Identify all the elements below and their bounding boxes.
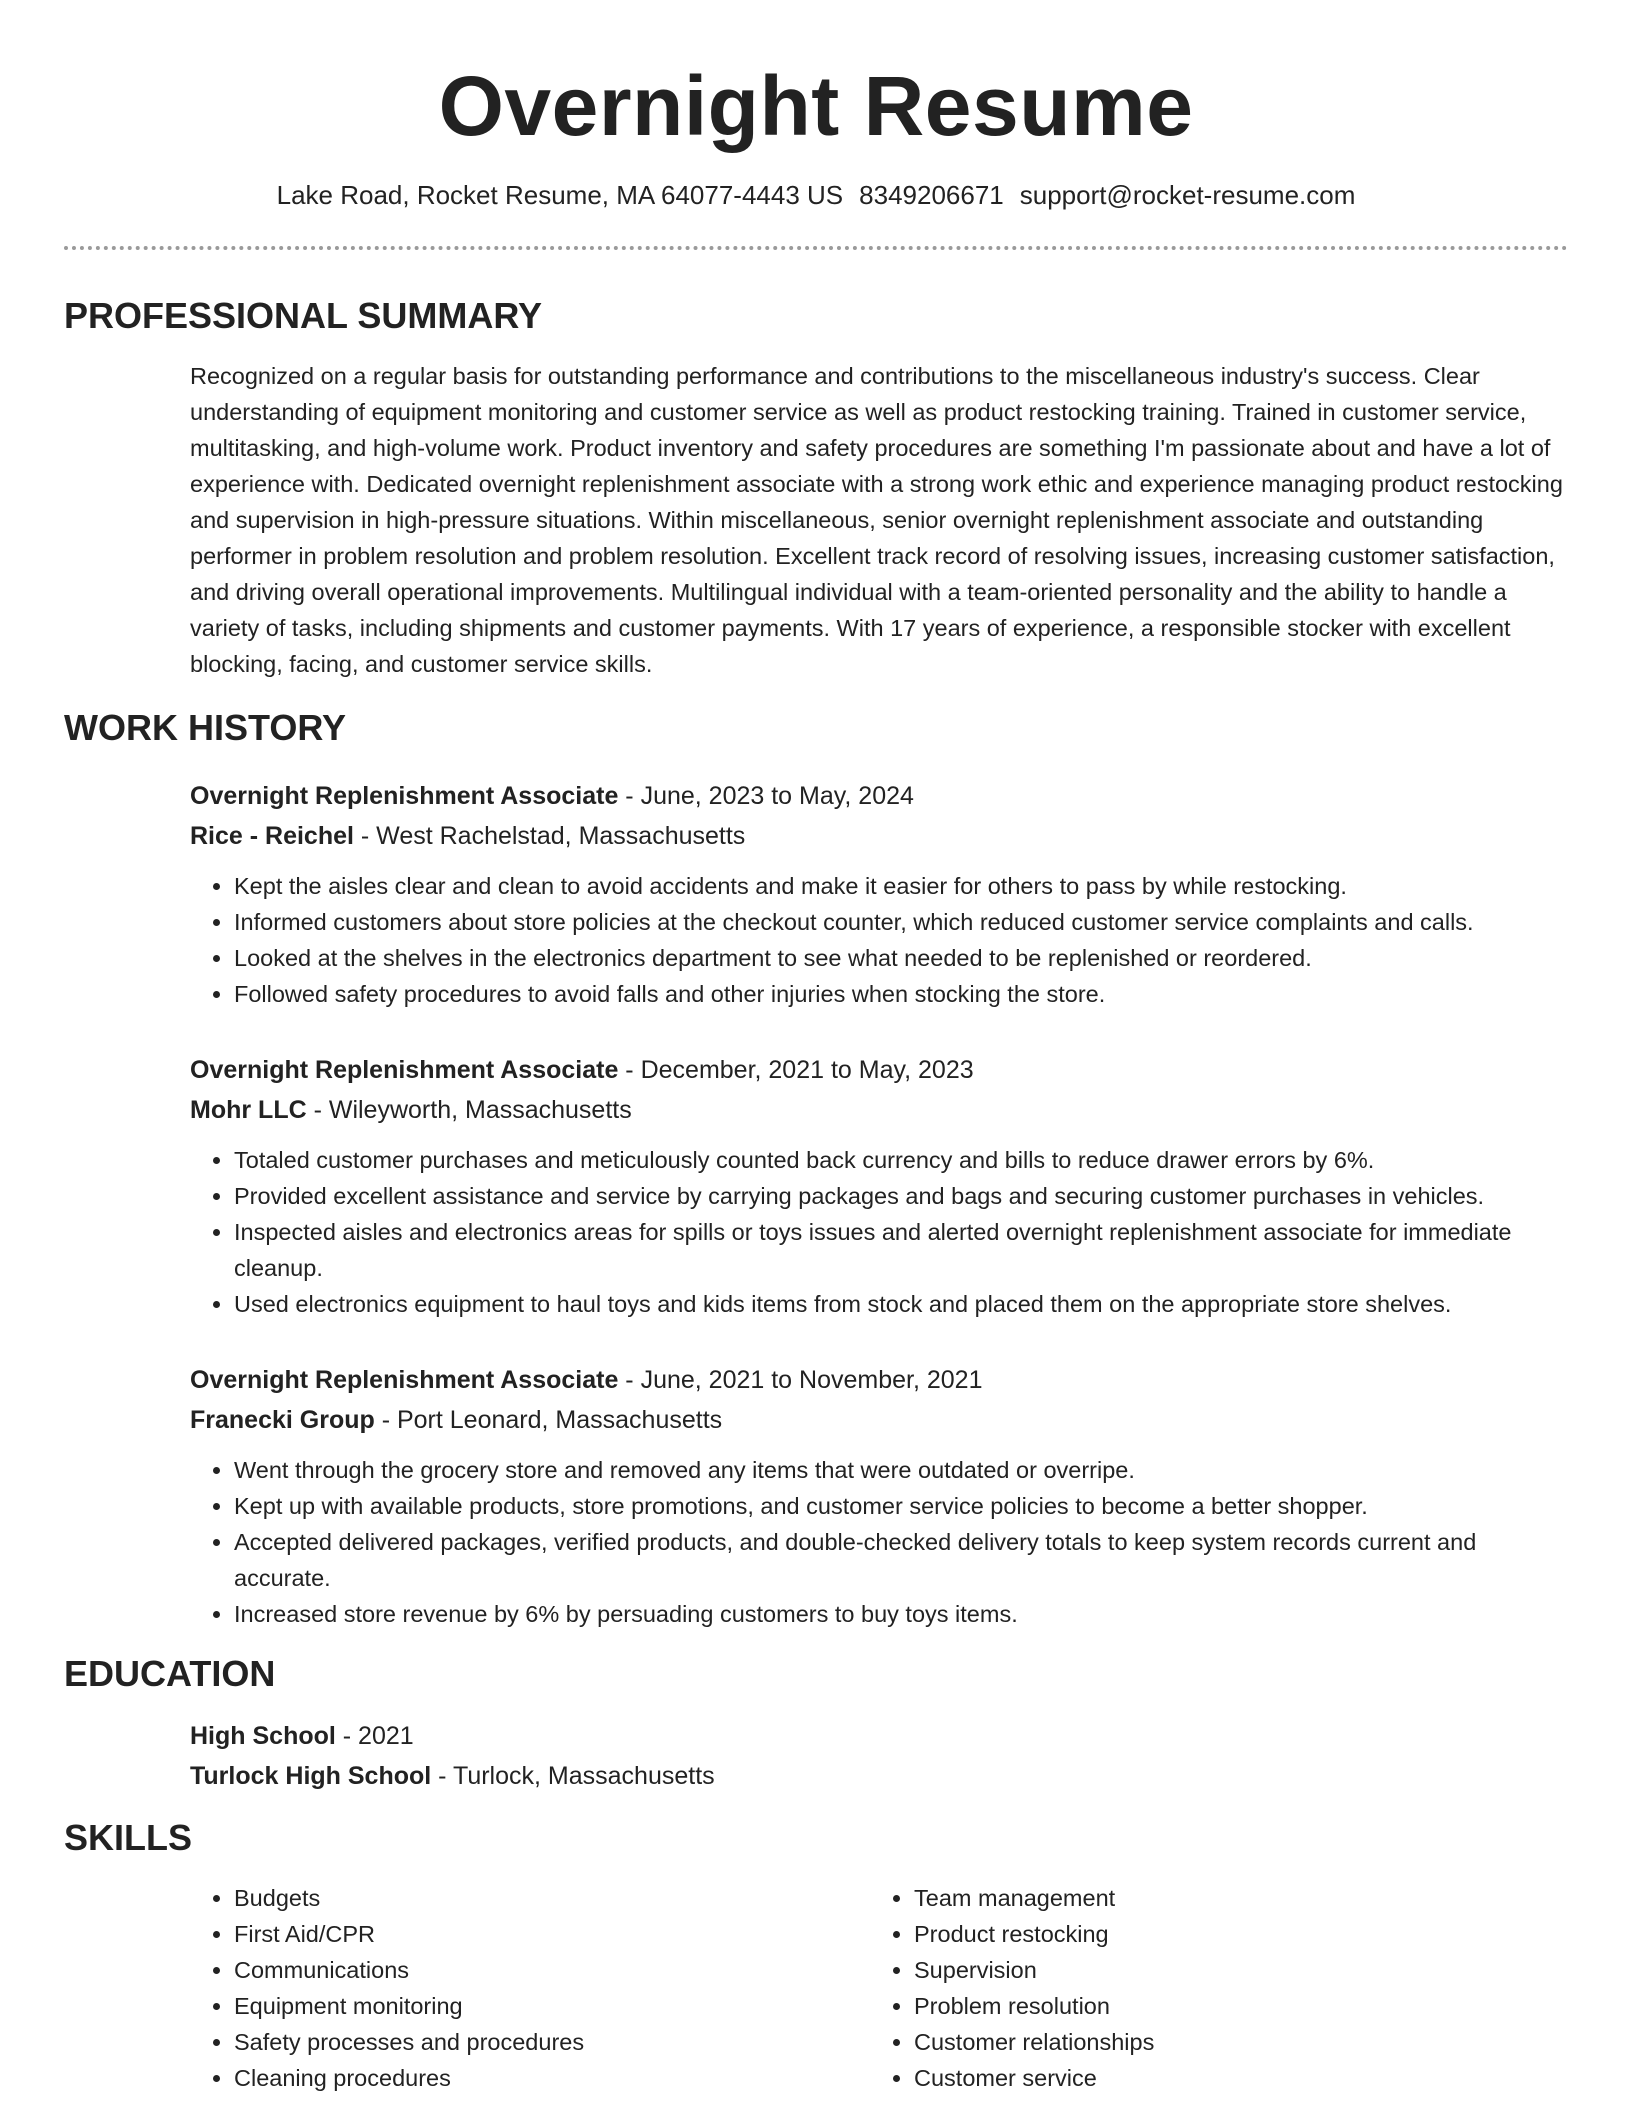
header-divider — [64, 246, 1568, 250]
contact-email: support@rocket-resume.com — [1019, 180, 1356, 210]
contact-address: Lake Road, Rocket Resume, MA 64077-4443 US — [276, 180, 844, 210]
skill-item: • Customer relationships — [914, 2024, 1550, 2060]
skill-item: • Safety processes and procedures — [234, 2024, 870, 2060]
job-bullet: • Accepted delivered packages, verified products, and double-checked delivery totals to keep system records current and accurate. — [234, 1524, 1568, 1596]
skill-item: • Supervision — [914, 1952, 1550, 1988]
job-bullet: • Followed safety procedures to avoid falls and other injuries when stocking the store. — [234, 976, 1568, 1012]
resume-page — [64, 0, 1568, 2096]
job-bullet: • Provided excellent assistance and service by carrying packages and bags and securing customer purchases in vehicles. — [234, 1178, 1568, 1214]
job-company: Rice - Reichel — [190, 822, 354, 850]
education-degree: High School — [190, 1722, 336, 1750]
job-bullets — [190, 868, 1568, 1012]
education-degree-line — [190, 1716, 1568, 1756]
education-location: - Turlock, Massachusetts — [431, 1762, 715, 1790]
section-title-summary: PROFESSIONAL SUMMARY — [64, 295, 543, 336]
skill-item: • Product restocking — [914, 1916, 1550, 1952]
job-bullet: • Kept up with available products, store promotions, and customer service policies to become a better shopper. — [234, 1488, 1568, 1524]
job-entry — [190, 1360, 1568, 1632]
job-bullet: • Inspected aisles and electronics areas for spills or toys issues and alerted overnight replenishment associate for immediate cleanup. — [234, 1214, 1568, 1286]
job-dates: - December, 2021 to May, 2023 — [618, 1056, 974, 1084]
job-dates: - June, 2021 to November, 2021 — [618, 1366, 983, 1394]
job-bullet: • Went through the grocery store and removed any items that were outdated or overripe. — [234, 1452, 1568, 1488]
education-school-line — [190, 1756, 1568, 1796]
skills-column-right — [870, 1880, 1550, 2096]
section-title-education: EDUCATION — [64, 1653, 276, 1694]
skill-item: • Cleaning procedures — [234, 2060, 870, 2096]
job-bullets — [190, 1142, 1568, 1322]
job-title: Overnight Replenishment Associate — [190, 1366, 619, 1394]
job-title-line — [190, 1050, 1568, 1090]
section-title-skills: SKILLS — [64, 1817, 193, 1858]
job-location: - West Rachelstad, Massachusetts — [353, 822, 746, 850]
contact-phone: 8349206671 — [859, 180, 1004, 210]
job-title: Overnight Replenishment Associate — [190, 1056, 619, 1084]
job-location: - Wileyworth, Massachusetts — [306, 1096, 632, 1124]
job-bullet: • Increased store revenue by 6% by persuading customers to buy toys items. — [234, 1596, 1568, 1632]
job-title-line — [190, 1360, 1568, 1400]
job-company-line — [190, 1090, 1568, 1130]
job-company-line — [190, 816, 1568, 856]
skill-item: • Team management — [914, 1880, 1550, 1916]
education-year: - 2021 — [335, 1722, 414, 1750]
skill-item: • First Aid/CPR — [234, 1916, 870, 1952]
job-bullet: • Totaled customer purchases and meticulously counted back currency and bills to reduce drawer errors by 6%. — [234, 1142, 1568, 1178]
job-bullet: • Used electronics equipment to haul toys and kids items from stock and placed them on the appropriate store shelves. — [234, 1286, 1568, 1322]
job-entry — [190, 776, 1568, 1012]
skill-item: • Equipment monitoring — [234, 1988, 870, 2024]
job-company: Franecki Group — [190, 1406, 375, 1434]
education-entry — [190, 1716, 1568, 1796]
resume-name: Overnight Resume — [438, 59, 1194, 153]
job-title: Overnight Replenishment Associate — [190, 782, 619, 810]
education-school: Turlock High School — [190, 1762, 432, 1790]
skill-item: • Budgets — [234, 1880, 870, 1916]
job-entry — [190, 1050, 1568, 1322]
summary-text: Recognized on a regular basis for outstanding performance and contributions to the miscellaneous industry's success. Clear understanding of equipment monitoring and customer service as well as product restocking training. Trained in customer service, multitasking, and high-volume work. Product inventory and safety procedures are something I'm passionate about and have a lot of experience with. Dedicated overnight replenishment associate with a strong work ethic and experience managing product restocking and supervision in high-pressure situations. Within miscellaneous, senior overnight replenishment associate and outstanding performer in problem resolution and problem resolution. Excellent track record of resolving issues, increasing customer satisfaction, and driving overall operational improvements. Multilingual individual with a team-oriented personality and the ability to handle a variety of tasks, including shipments and customer payments. With 17 years of experience, a responsible stocker with excellent blocking, facing, and customer service skills. — [190, 363, 1563, 677]
contact-line — [64, 178, 1568, 212]
job-company: Mohr LLC — [190, 1096, 307, 1124]
skill-item: • Problem resolution — [914, 1988, 1550, 2024]
job-location: - Port Leonard, Massachusetts — [374, 1406, 723, 1434]
skills-list — [190, 1880, 1568, 2096]
job-bullet: • Looked at the shelves in the electronics department to see what needed to be replenished or reordered. — [234, 940, 1568, 976]
skill-item: • Customer service — [914, 2060, 1550, 2096]
job-bullet: • Kept the aisles clear and clean to avoid accidents and make it easier for others to pass by while restocking. — [234, 868, 1568, 904]
skill-item: • Communications — [234, 1952, 870, 1988]
job-bullet: • Informed customers about store policies at the checkout counter, which reduced customer service complaints and calls. — [234, 904, 1568, 940]
job-company-line — [190, 1400, 1568, 1440]
skills-column-left — [190, 1880, 870, 2096]
job-dates: - June, 2023 to May, 2024 — [618, 782, 914, 810]
job-title-line — [190, 776, 1568, 816]
section-title-work: WORK HISTORY — [64, 707, 347, 748]
job-bullets — [190, 1452, 1568, 1632]
